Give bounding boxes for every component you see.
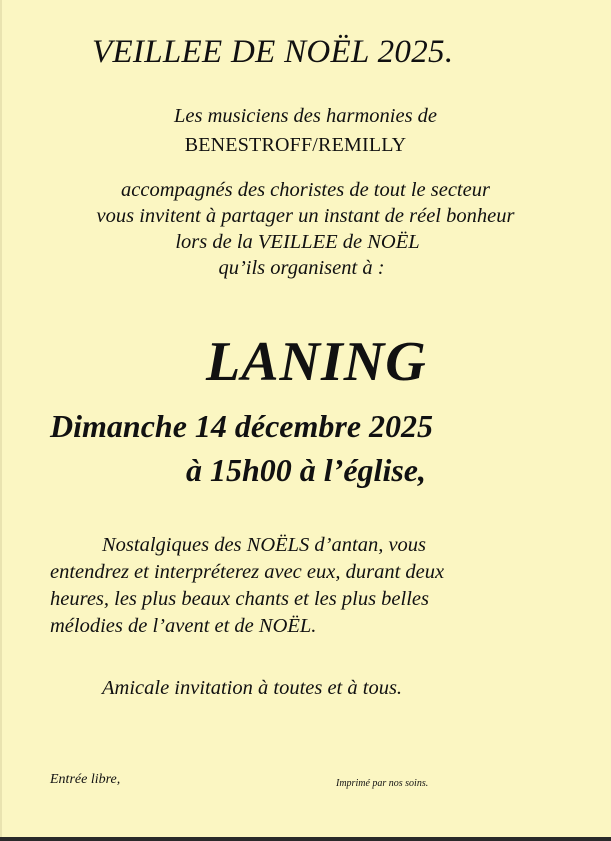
intro-line-6: qu’ils organisent à : bbox=[218, 257, 385, 279]
scan-bottom-edge bbox=[0, 837, 611, 841]
entry-note: Entrée libre, bbox=[50, 772, 121, 787]
invitation-text: Amicale invitation à toutes et à tous. bbox=[102, 677, 403, 699]
intro-line-5: lors de la VEILLEE de NOËL bbox=[175, 231, 420, 253]
printed-note: Imprimé par nos soins. bbox=[336, 778, 429, 789]
intro-line-1: Les musiciens des harmonies de bbox=[173, 105, 438, 127]
date-line-2: à 15h00 à l’église, bbox=[186, 452, 426, 488]
paragraph-line-4: mélodies de l’avent et de NOËL. bbox=[50, 615, 317, 637]
paragraph-line-2: entendrez et interpréterez avec eux, durant deux bbox=[50, 561, 445, 583]
intro-line-3: accompagnés des choristes de tout le secteur bbox=[121, 179, 490, 201]
paragraph-line-1: Nostalgiques des NOËLS d’antan, vous bbox=[102, 534, 427, 556]
location-name: LANING bbox=[206, 331, 427, 393]
flyer-title: VEILLEE DE NOËL 2025. bbox=[92, 34, 454, 70]
paragraph-line-3: heures, les plus beaux chants et les plus belles bbox=[50, 588, 429, 610]
intro-line-2: BENESTROFF/REMILLY bbox=[184, 134, 407, 156]
intro-line-4: vous invitent à partager un instant de réel bonheur bbox=[96, 205, 515, 227]
date-line-1: Dimanche 14 décembre 2025 bbox=[50, 408, 434, 444]
